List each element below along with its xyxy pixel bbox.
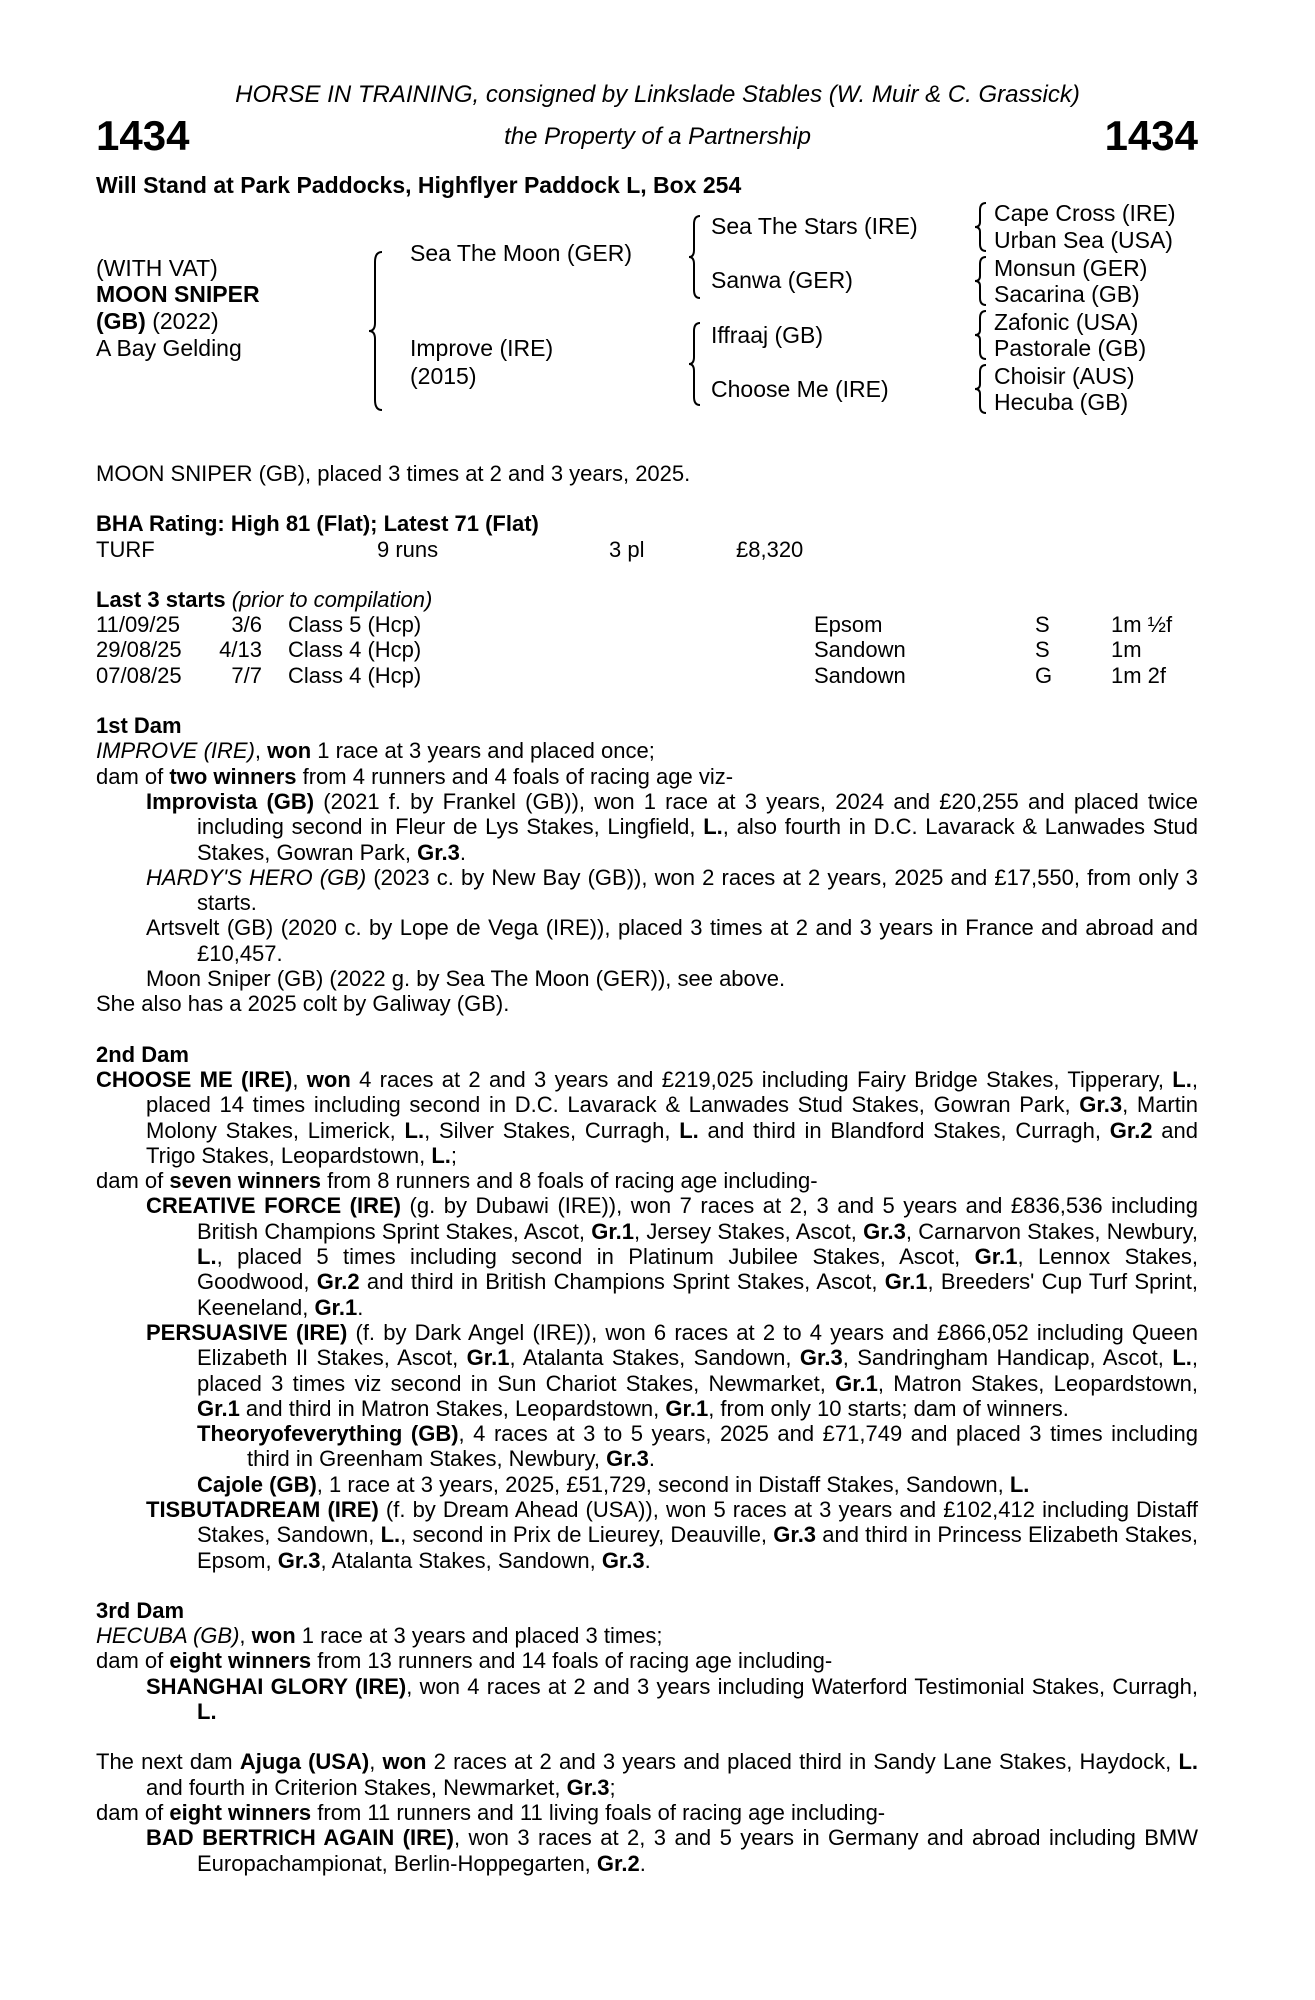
text: and Trigo Stakes, Leopardstown,	[146, 1117, 1198, 1168]
dam-sections	[96, 713, 1198, 1876]
grandsire-paternal: Sea The Stars (IRE)	[711, 213, 918, 239]
bold-text: seven winners	[169, 1168, 322, 1194]
italic-text: IMPROVE (IRE)	[96, 738, 255, 764]
granddam-paternal: Sanwa (GER)	[711, 267, 853, 293]
bold-text: Improvista (GB)	[146, 788, 315, 814]
bold-text: won	[267, 738, 312, 764]
bold-text: Gr.1	[835, 1370, 878, 1396]
text: ;	[609, 1774, 616, 1800]
great-grandparent: Pastorale (GB)	[994, 335, 1147, 361]
great-grandparent: Monsun (GER)	[994, 255, 1148, 281]
distance: 1m 2f	[1111, 662, 1167, 688]
race-class: Class 4 (Hcp)	[288, 637, 422, 663]
going: S	[1035, 637, 1050, 663]
text: , Breeders' Cup Turf Sprint, Keeneland,	[197, 1269, 1199, 1320]
bold-text: L.	[431, 1142, 451, 1168]
text: (g. by Dubawi (IRE)), won 7 races at 2, 3 and 5 years and £836,536 including British Champions Sprint Stakes, Ascot,	[197, 1193, 1198, 1244]
text: from 13 runners and 14 foals of racing age including-	[311, 1648, 833, 1674]
bold-text: Gr.1	[466, 1345, 510, 1371]
text: , Lennox Stakes, Goodwood,	[197, 1244, 1198, 1295]
great-grandparent: Hecuba (GB)	[994, 389, 1129, 415]
bold-text: Gr.1	[974, 1244, 1018, 1270]
racecourse: Sandown	[814, 662, 906, 688]
placings: 3 pl	[609, 536, 645, 562]
brace-ggp-1	[975, 203, 986, 251]
text: , Atalanta Stakes, Sandown,	[509, 1345, 800, 1371]
bold-text: Gr.3	[773, 1522, 817, 1548]
bold-text: Ajuga (USA)	[239, 1749, 370, 1775]
race-class: Class 5 (Hcp)	[288, 612, 422, 638]
produce-record	[146, 966, 1198, 991]
bold-text: L.	[1172, 1345, 1192, 1371]
text: , Atalanta Stakes, Sandown,	[320, 1547, 602, 1573]
race-date: 29/08/25	[96, 637, 182, 663]
dam-record	[96, 1800, 1198, 1825]
text: .	[644, 1547, 651, 1573]
race-date: 07/08/25	[96, 662, 182, 688]
bold-text: Gr.1	[591, 1218, 635, 1244]
bold-text: SHANGHAI GLORY (IRE)	[146, 1673, 407, 1699]
bold-text: L.	[703, 814, 723, 840]
text: 1 race at 3 years and placed once;	[311, 738, 655, 764]
bold-text: Gr.3	[417, 839, 460, 865]
great-grandparent: Zafonic (USA)	[994, 309, 1139, 335]
dam-record	[96, 1648, 1198, 1673]
text: , Silver Stakes, Curragh,	[424, 1117, 680, 1143]
runs: 9 runs	[377, 536, 439, 562]
text: 4 races at 2 and 3 years and £219,025 including Fairy Bridge Stakes, Tipperary,	[350, 1066, 1173, 1092]
bold-text: L.	[679, 1117, 699, 1143]
race-date: 11/09/25	[96, 612, 181, 638]
bold-text: Theoryofeverything (GB)	[197, 1421, 459, 1447]
bold-text: Gr.3	[863, 1218, 906, 1244]
text: She also has a 2025 colt by Galiway (GB).	[96, 991, 510, 1017]
section-heading: 2nd Dam	[96, 1041, 189, 1067]
earnings: £8,320	[736, 536, 804, 562]
bold-text: L.	[1172, 1066, 1192, 1092]
bold-text: two winners	[169, 763, 297, 789]
great-grandparent: Choisir (AUS)	[994, 363, 1135, 389]
text: Moon Sniper (GB) (2022 g. by Sea The Moon (GER)), see above.	[146, 966, 786, 992]
horse-description: A Bay Gelding	[96, 335, 242, 361]
text: from 11 runners and 11 living foals of racing age including-	[311, 1799, 886, 1825]
going: G	[1035, 662, 1053, 688]
bold-text: Cajole (GB)	[197, 1471, 317, 1497]
text: and fourth in Criterion Stakes, Newmarket,	[146, 1774, 567, 1800]
produce-record	[146, 1825, 1198, 1876]
text: ,	[292, 1066, 307, 1092]
property-line: the Property of a Partnership	[504, 123, 811, 150]
produce-record	[146, 1193, 1198, 1319]
text: , placed 5 times including second in Platinum Jubilee Stakes, Ascot,	[216, 1244, 975, 1270]
bold-text: won	[382, 1749, 427, 1775]
produce-record	[146, 1674, 1198, 1725]
text: , Martin Molony Stakes, Limerick,	[146, 1092, 1198, 1143]
bold-text: Gr.3	[601, 1547, 645, 1573]
brace-ggp-3	[975, 311, 986, 359]
consignor-line: HORSE IN TRAINING, consigned by Linkslade Stables (W. Muir & C. Grassick)	[235, 81, 1080, 108]
bold-text: Gr.1	[197, 1395, 240, 1421]
dam-record	[96, 991, 1198, 1016]
text: 2 races at 2 and 3 years and placed third in Sandy Lane Stakes, Haydock,	[426, 1749, 1179, 1775]
text: , Sandringham Handicap, Ascot,	[842, 1345, 1173, 1371]
dam-record	[96, 1749, 1198, 1800]
text: , won 3 races at 2, 3 and 5 years in Germany and abroad including BMW Europachampionat, Berlin-Hoppegarten,	[197, 1825, 1199, 1876]
text: .	[648, 1446, 656, 1472]
great-grandparent: Cape Cross (IRE)	[994, 200, 1176, 226]
bold-text: TISBUTADREAM (IRE)	[146, 1496, 379, 1522]
text: and third in Matron Stakes, Leopardstown,	[239, 1395, 666, 1421]
text: , placed 14 times including second in D.C. Lavarack & Lanwades Stud Stakes, Gowran Park,	[146, 1066, 1198, 1118]
bold-text: L.	[1178, 1749, 1198, 1775]
going: S	[1035, 612, 1050, 638]
distance: 1m ½f	[1111, 612, 1173, 638]
bold-text: Gr.2	[596, 1850, 640, 1876]
text: , placed 3 times viz second in Sun Chariot Stakes, Newmarket,	[197, 1345, 1198, 1396]
bold-text: L.	[404, 1117, 425, 1143]
text: .	[459, 839, 467, 865]
text: (2023 c. by New Bay (GB)), won 2 races at 2 years, 2025 and £17,550, from only 3 starts.	[197, 864, 1199, 916]
distance: 1m	[1111, 637, 1142, 663]
text: (f. by Dream Ahead (USA)), won 5 races at 3 years and £102,412 including Distaff Stakes, Sandown,	[197, 1496, 1198, 1548]
dam-record	[96, 1623, 1198, 1648]
text: and third in Blandford Stakes, Curragh,	[698, 1117, 1110, 1143]
text: , 1 race at 3 years, 2025, £51,729, second in Distaff Stakes, Sandown,	[316, 1471, 1010, 1497]
dam-record	[96, 764, 1198, 789]
bold-text: Gr.2	[316, 1269, 360, 1295]
bold-text: Gr.3	[799, 1345, 843, 1371]
dam-record	[96, 738, 1198, 763]
text: ;	[450, 1142, 458, 1168]
bold-text: eight winners	[169, 1648, 312, 1674]
surface: TURF	[96, 536, 155, 562]
brace-dam-parents	[689, 323, 700, 405]
catalogue-body	[96, 461, 1198, 1876]
text: The next dam	[96, 1749, 240, 1775]
horse-year: (2022)	[152, 308, 219, 334]
finish-position: 4/13	[219, 637, 262, 663]
grandsire-maternal: Iffraaj (GB)	[711, 322, 824, 348]
bold-text: won	[306, 1066, 351, 1092]
race-summary: MOON SNIPER (GB), placed 3 times at 2 and 3 years, 2025.	[96, 461, 691, 486]
last-start-row	[96, 612, 1198, 637]
produce-record	[146, 1320, 1198, 1421]
bold-text: won	[251, 1623, 296, 1649]
stand-location: Will Stand at Park Paddocks, Highflyer Paddock L, Box 254	[96, 172, 742, 198]
bold-text: Gr.1	[665, 1395, 709, 1421]
bold-text: Gr.2	[1109, 1117, 1153, 1143]
text: from 4 runners and 4 foals of racing age viz-	[296, 763, 734, 789]
dam-record	[96, 1067, 1198, 1168]
pedigree-section	[96, 1749, 1198, 1875]
bold-text: Gr.1	[884, 1269, 928, 1295]
text: dam of	[96, 1168, 170, 1194]
text: ,	[239, 1623, 252, 1649]
last-starts-note: (prior to compilation)	[231, 586, 433, 612]
produce-record	[146, 789, 1198, 865]
text: , also fourth in D.C. Lavarack & Lanwades Stud Stakes, Gowran Park,	[197, 814, 1198, 865]
produce-record	[197, 1421, 1198, 1472]
racecourse: Sandown	[814, 637, 906, 663]
lot-number-left: 1434	[96, 112, 190, 159]
text: 1 race at 3 years and placed 3 times;	[295, 1623, 663, 1649]
text: (2021 f. by Frankel (GB)), won 1 race at 3 years, 2024 and £20,255 and placed twice including second in Fleur de Lys Stakes, Lingfield,	[197, 788, 1198, 840]
bold-text: L.	[197, 1699, 217, 1725]
brace-sire-dam	[369, 252, 382, 410]
bold-text: L.	[1009, 1471, 1030, 1497]
dam-record	[96, 1168, 1198, 1193]
bold-text: Gr.3	[566, 1774, 610, 1800]
text: (f. by Dark Angel (IRE)), won 6 races at 2 to 4 years and £866,052 including Queen Elizabeth II Stakes, Ascot,	[197, 1319, 1198, 1371]
produce-record	[146, 1497, 1198, 1573]
text: , won 4 races at 2 and 3 years including Waterford Testimonial Stakes, Curragh,	[406, 1673, 1198, 1699]
lot-number-right: 1434	[1104, 112, 1198, 159]
text: and third in British Champions Sprint Stakes, Ascot,	[359, 1269, 885, 1295]
text: , Carnarvon Stakes, Newbury,	[905, 1218, 1199, 1244]
bold-text: Gr.3	[277, 1547, 321, 1573]
text: .	[357, 1294, 364, 1320]
text: Artsvelt (GB) (2020 c. by Lope de Vega (IRE)), placed 3 times at 2 and 3 years in France and abroad and £10,457.	[146, 915, 1198, 966]
text: ,	[369, 1749, 383, 1775]
last-starts-table	[96, 612, 1198, 688]
bold-text: PERSUASIVE (IRE)	[146, 1319, 348, 1345]
brace-sire-parents	[689, 216, 700, 298]
racecourse: Epsom	[814, 612, 883, 638]
text: , Matron Stakes, Leopardstown,	[877, 1370, 1198, 1396]
section-heading: 3rd Dam	[96, 1597, 185, 1623]
dam: Improve (IRE)	[410, 335, 554, 361]
finish-position: 7/7	[231, 662, 262, 688]
dam-year: (2015)	[410, 363, 477, 389]
last-starts-heading: Last 3 starts	[96, 586, 226, 612]
great-grandparent: Sacarina (GB)	[994, 281, 1140, 307]
text: ,	[254, 738, 268, 764]
brace-ggp-2	[975, 257, 986, 305]
brace-ggp-4	[975, 365, 986, 413]
bold-text: L.	[380, 1522, 401, 1548]
text: , second in Prix de Lieurey, Deauville,	[400, 1522, 774, 1548]
text: dam of	[96, 1648, 170, 1674]
text: , 4 races at 3 to 5 years, 2025 and £71,749 and placed 3 times including third in Greenham Stakes, Newbury,	[247, 1421, 1198, 1472]
bold-text: Gr.3	[1079, 1092, 1123, 1118]
turf-record	[96, 537, 1198, 562]
text: and third in Princess Elizabeth Stakes, Epsom,	[197, 1522, 1199, 1573]
italic-text: HECUBA (GB)	[96, 1623, 240, 1649]
text: dam of	[96, 763, 170, 789]
section-heading: 1st Dam	[96, 713, 182, 739]
sire: Sea The Moon (GER)	[410, 240, 633, 266]
text: dam of	[96, 1799, 170, 1825]
bold-text: CREATIVE FORCE (IRE)	[146, 1193, 402, 1219]
last-starts-title	[96, 587, 1198, 612]
bha-rating: BHA Rating: High 81 (Flat); Latest 71 (Flat)	[96, 511, 539, 537]
bold-text: BAD BERTRICH AGAIN (IRE)	[146, 1825, 455, 1851]
bold-text: eight winners	[169, 1799, 312, 1825]
bold-text: CHOOSE ME (IRE)	[96, 1066, 293, 1092]
horse-name: MOON SNIPER	[96, 281, 260, 307]
finish-position: 3/6	[231, 612, 262, 638]
great-grandparent: Urban Sea (USA)	[994, 227, 1173, 253]
pedigree-section	[96, 713, 1198, 1017]
granddam-maternal: Choose Me (IRE)	[711, 376, 889, 402]
horse-country: (GB)	[96, 308, 146, 334]
text: , Jersey Stakes, Ascot,	[634, 1218, 864, 1244]
bold-text: Gr.3	[606, 1446, 649, 1472]
produce-record	[146, 865, 1198, 916]
produce-record	[197, 1472, 1198, 1497]
pedigree-section	[96, 1042, 1198, 1573]
bold-text: Gr.1	[314, 1294, 358, 1320]
last-start-row	[96, 637, 1198, 662]
last-start-row	[96, 663, 1198, 688]
pedigree-section	[96, 1598, 1198, 1724]
text: from 8 runners and 8 foals of racing age including-	[321, 1168, 818, 1194]
text: , from only 10 starts; dam of winners.	[708, 1395, 1069, 1421]
produce-record	[146, 915, 1198, 966]
race-class: Class 4 (Hcp)	[288, 662, 422, 688]
italic-text: HARDY'S HERO (GB)	[146, 864, 367, 890]
vat-note: (WITH VAT)	[96, 255, 218, 281]
text: .	[639, 1850, 646, 1876]
bold-text: L.	[197, 1244, 217, 1270]
